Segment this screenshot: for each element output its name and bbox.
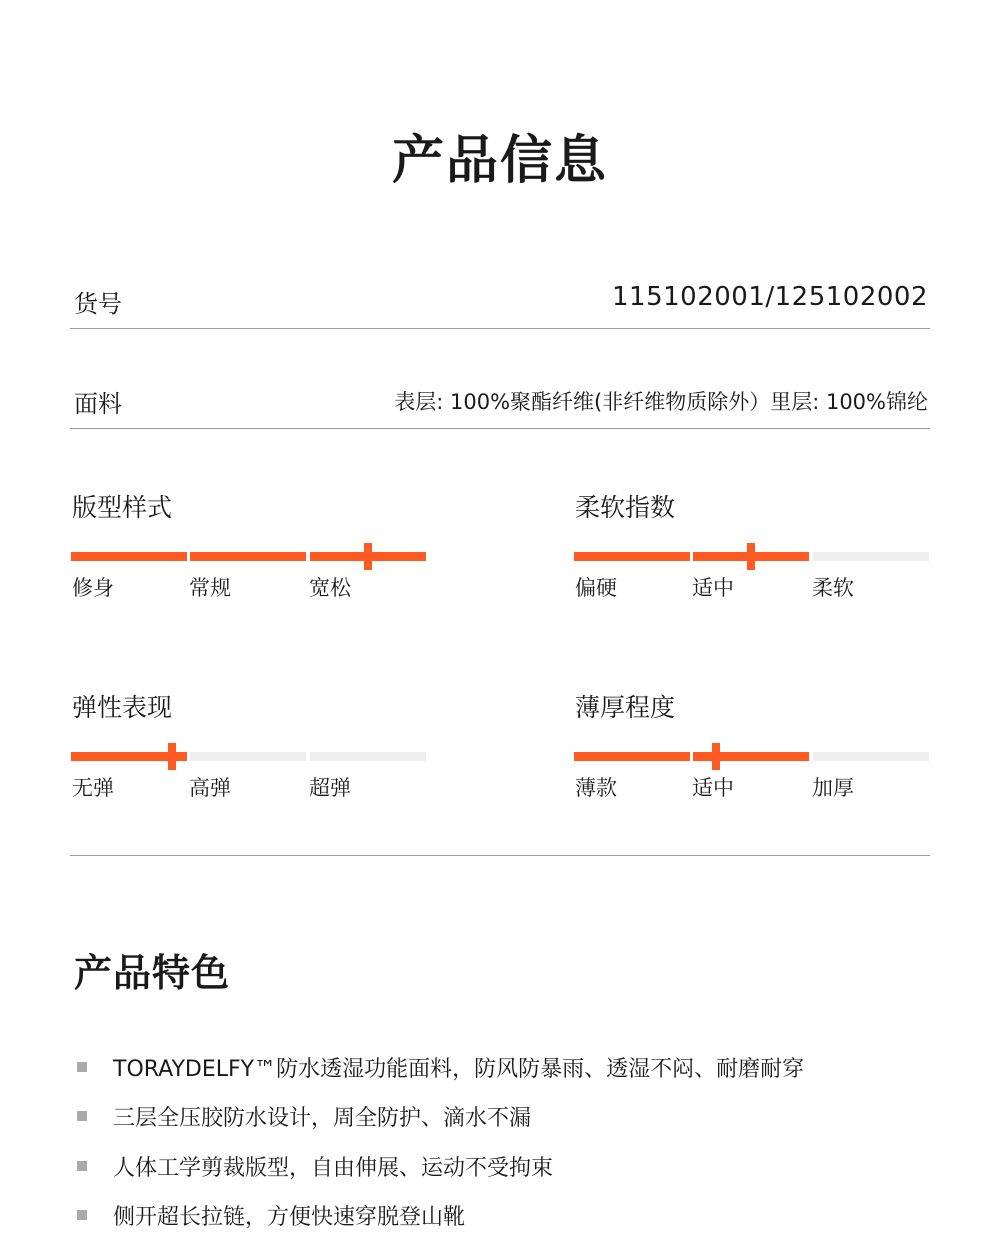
scale-marker: [168, 743, 176, 770]
scale-option: 柔软: [812, 576, 854, 600]
scale-option: 加厚: [812, 776, 854, 800]
feature-item: [0, 1099, 1000, 1133]
scale-softness: [573, 488, 929, 598]
scale-option: 薄款: [575, 776, 617, 800]
fabric-label: 面料: [74, 390, 122, 418]
scale-thickness: [573, 688, 929, 798]
scale-marker: [364, 543, 372, 570]
scale-segment: [813, 752, 929, 761]
scale-segment: [693, 752, 809, 761]
features-title: 产品特色: [74, 951, 231, 995]
scale-segment: [71, 552, 187, 561]
page-title: 产品信息: [391, 131, 608, 191]
scale-option: 无弹: [72, 776, 114, 800]
feature-text: 侧开超长拉链，方便快速穿脱登山靴: [113, 1205, 466, 1230]
scale-elasticity: [70, 688, 426, 798]
scale-option: 适中: [692, 576, 734, 600]
feature-text: 三层全压胶防水设计，周全防护、滴水不漏: [113, 1106, 532, 1131]
scale-marker: [747, 543, 755, 570]
square-bullet-icon: [77, 1111, 87, 1121]
square-bullet-icon: [77, 1210, 87, 1220]
scale-fit-style: [70, 488, 426, 598]
scale-segment: [813, 552, 929, 561]
scale-segment: [190, 552, 306, 561]
square-bullet-icon: [77, 1062, 87, 1072]
feature-item: [0, 1198, 1000, 1232]
feature-item: [0, 1149, 1000, 1183]
scale-option: 适中: [692, 776, 734, 800]
scale-title: 薄厚程度: [575, 693, 676, 722]
scale-option: 高弹: [189, 776, 231, 800]
feature-text: TORAYDELFY™防水透湿功能面料，防风防暴雨、透湿不闷、耐磨耐穿: [113, 1057, 805, 1082]
section-divider: [70, 855, 930, 856]
sku-row: [70, 280, 930, 329]
scale-segment: [310, 752, 426, 761]
fabric-value: 表层: 100%聚酯纤维(非纤维物质除外）里层: 100%锦纶: [394, 390, 928, 414]
sku-value: 115102001/125102002: [611, 282, 928, 312]
feature-text: 人体工学剪裁版型，自由伸展、运动不受拘束: [113, 1156, 554, 1181]
scale-option: 修身: [72, 576, 114, 600]
square-bullet-icon: [77, 1161, 87, 1171]
scale-option: 偏硬: [575, 576, 617, 600]
scale-title: 版型样式: [72, 493, 173, 522]
scale-segment: [574, 552, 690, 561]
sku-label: 货号: [74, 290, 122, 318]
feature-item: [0, 1050, 1000, 1084]
scale-title: 弹性表现: [72, 693, 173, 722]
fabric-row: [70, 382, 930, 429]
scale-title: 柔软指数: [575, 493, 676, 522]
scale-segment: [190, 752, 306, 761]
scale-option: 常规: [189, 576, 231, 600]
scale-option: 超弹: [309, 776, 351, 800]
scale-marker: [712, 743, 720, 770]
scale-option: 宽松: [309, 576, 351, 600]
scale-segment: [574, 752, 690, 761]
